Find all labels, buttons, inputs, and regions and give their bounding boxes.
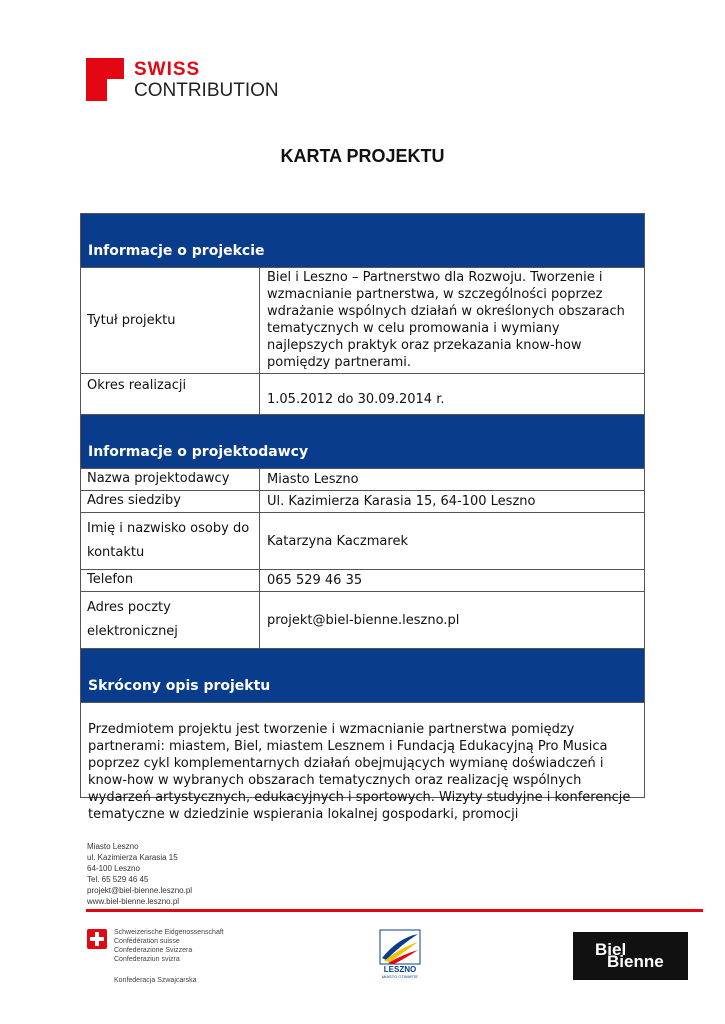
biel-logo-bottom: Bienne xyxy=(607,952,664,971)
biel-logo-top: Biel xyxy=(595,940,627,959)
period-value: 1.05.2012 do 30.09.2014 r. xyxy=(260,374,645,415)
logo-line-swiss: SWISS xyxy=(134,58,201,80)
leszno-label: LESZNO xyxy=(383,965,417,974)
phone-label: Telefon xyxy=(81,570,260,592)
confederation-polish: Konfederacja Szwajcarska xyxy=(114,977,197,984)
section-header-project-info: Informacje o projekcie xyxy=(81,214,645,268)
confed-line: Confederaziun svizra xyxy=(114,956,180,963)
biel-bienne-logo xyxy=(573,932,688,980)
promoter-name-value: Miasto Leszno xyxy=(260,469,645,491)
confederation-text xyxy=(114,928,224,964)
contact-value: Katarzyna Kaczmarek xyxy=(260,513,645,570)
period-label: Okres realizacji xyxy=(81,374,260,415)
summary-text: Przedmiotem projektu jest tworzenie i wzmacnianie partnerstwa pomiędzy partnerami: miastem, Biel, miastem Lesznem i Fundacją Edukacyjną Pro Musica poprzez cykl komplementarnych działań obejmujących wymianę doświadczeń i know-how w wybranych obszarach tematycznych oraz realizację wspólnych wydarzeń artystycznych, edukacyjnych i sportowych. Wizyty studyjne i konferencje tematyczne w dziedzinie wspierania lokalnej gospodarki, promocji xyxy=(88,722,631,822)
footer-email[interactable]: projekt@biel-bienne.leszno.pl xyxy=(87,886,193,895)
logo-line-contribution: CONTRIBUTION xyxy=(134,79,279,101)
footer-address-line: Tel. 65 529 46 45 xyxy=(87,875,149,884)
footer-address-line: 64-100 Leszno xyxy=(87,864,140,873)
promoter-name-label: Nazwa projektodawcy xyxy=(81,469,260,491)
summary-cell xyxy=(81,703,645,822)
section-header-promoter-info: Informacje o projektodawcy xyxy=(81,415,645,469)
page-title: KARTA PROJEKTU xyxy=(280,146,445,166)
swiss-contribution-logo xyxy=(86,58,279,101)
footer-address-line: Miasto Leszno xyxy=(87,842,139,851)
address-value: Ul. Kazimierza Karasia 15, 64-100 Leszno xyxy=(260,491,645,513)
phone-value: 065 529 46 35 xyxy=(260,570,645,592)
swiss-logo-mark xyxy=(86,58,124,101)
project-card-table xyxy=(80,213,645,822)
email-value[interactable]: projekt@biel-bienne.leszno.pl xyxy=(260,592,645,649)
footer-address xyxy=(87,841,192,907)
section-header-summary: Skrócony opis projektu xyxy=(81,649,645,703)
email-label: Adres poczty elektronicznej xyxy=(81,592,260,649)
confed-line: Schweizerische Eidgenossenschaft xyxy=(114,929,224,936)
confed-line: Confederazione Svizzera xyxy=(114,947,193,954)
confed-line: Confédération suisse xyxy=(114,938,180,945)
contact-label: Imię i nazwisko osoby do kontaktu xyxy=(81,513,260,570)
project-title-label: Tytuł projektu xyxy=(81,268,260,374)
project-title-value: Biel i Leszno – Partnerstwo dla Rozwoju. Tworzenie i wzmacnianie partnerstwa, w szczególności poprzez wdrażanie wspólnych działań w określonych obszarach tematycznych w celu promowania i wymiany najlepszych praktyk oraz przekazania know-how pomiędzy partnerami. xyxy=(260,268,645,374)
swiss-flag-icon xyxy=(87,929,107,949)
footer-website[interactable]: www.biel-bienne.leszno.pl xyxy=(87,897,180,906)
leszno-sublabel: MIASTO OTWARTE xyxy=(381,974,419,979)
address-label: Adres siedziby xyxy=(81,491,260,513)
footer-address-line: ul. Kazimierza Karasia 15 xyxy=(87,853,178,862)
footer-divider xyxy=(86,909,703,912)
